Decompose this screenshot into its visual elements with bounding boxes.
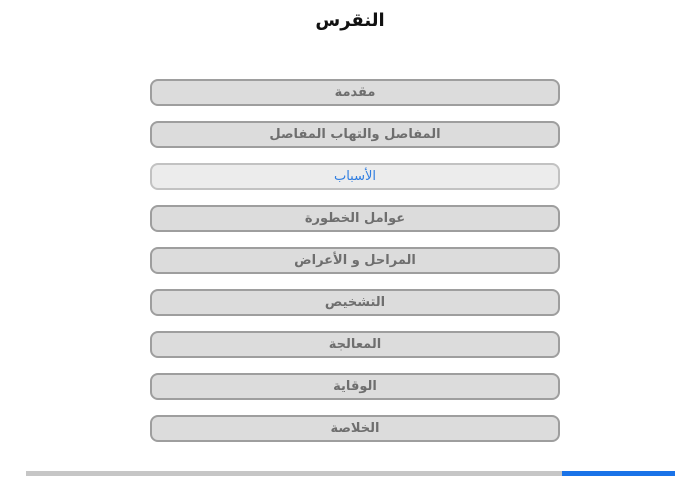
menu-item-risk-factors[interactable]: عوامل الخطورة bbox=[150, 205, 560, 232]
menu-item-prevention[interactable]: الوقاية bbox=[150, 373, 560, 400]
chapter-menu bbox=[150, 79, 560, 442]
menu-item-diagnosis[interactable]: التشخيص bbox=[150, 289, 560, 316]
menu-item-introduction[interactable]: مقدمة bbox=[150, 79, 560, 106]
menu-item-stages-symptoms[interactable]: المراحل و الأعراض bbox=[150, 247, 560, 274]
page-title: النقرس bbox=[315, 10, 385, 31]
menu-item-treatment[interactable]: المعالجة bbox=[150, 331, 560, 358]
progress-bar bbox=[26, 471, 675, 476]
menu-item-causes[interactable]: الأسباب bbox=[150, 163, 560, 190]
progress-bar-fill bbox=[562, 471, 675, 476]
menu-item-summary[interactable]: الخلاصة bbox=[150, 415, 560, 442]
menu-item-joints-arthritis[interactable]: المفاصل والتهاب المفاصل bbox=[150, 121, 560, 148]
